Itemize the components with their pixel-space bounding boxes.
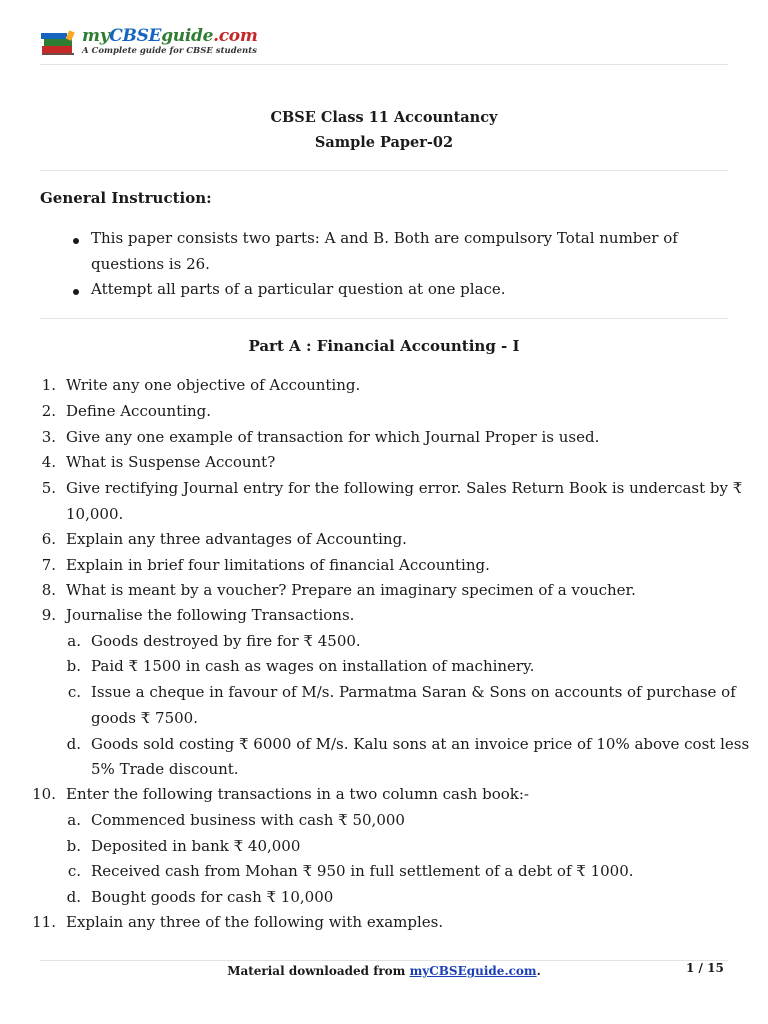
books-logo-icon — [40, 28, 78, 58]
footer-site-link[interactable]: myCBSEguide.com — [409, 964, 537, 978]
bullet-icon — [73, 238, 79, 244]
brand-logo-text: myCBSEguide.com — [82, 26, 258, 46]
paper-title: CBSE Class 11 Accountancy — [270, 109, 498, 126]
instructions-heading: General Instruction: — [40, 189, 212, 207]
document-page: myCBSEguide.com A Complete guide for CBSE students CBSE Class 11 Accountancy Sample Paper-02 General Instruction: This paper consists two parts: A and B. Both are compulsory Total number of questions is 26. Attempt all parts of a particular question at one place. Part A : Financial Accounting - I 1. Write any one objective of Accounting. 2. Define Accounting. 3. Give any one example of transaction for which Journal Proper is used. 4. What is Suspense Account? 5. Give rectifying Journal entry for the following error. Sales Return Book is undercast by ₹ 10,000. 6. Explain any three advantages of Accounting. 7. Explain in brief four limitations of financial Accounting. 8. What is meant by a voucher? Prepare an imaginary specimen of a voucher. 9. Journalise the following Transactions. a. Goods destroyed by fire for ₹ 4500. b. Paid ₹ 1500 in cash as wages on installation of machinery. c. Issue a cheque in favour of M/s. Parmatma Saran & Sons on accounts of purchase of goods ₹ 7500. d. Goods sold costing ₹ 6000 of M/s. Kalu sons at an invoice price of 10% above cost less 5% Trade discount. 10. Enter the following transactions in a two column cash book:- a. Commenced business with cash ₹ 50,000 b. Deposited in bank ₹ 40,000 c. Received cash from Mohan ₹ 950 in full settlement of a debt of ₹ 1000. d. Bought goods for cash ₹ 10,000 11. Explain any three of the following with examples. Material downloaded from myCBSEguide.com. 1 / 15 — [0, 0, 768, 1024]
paper-subtitle: Sample Paper-02 — [314, 134, 454, 151]
bullet-icon — [73, 289, 79, 295]
header-divider — [40, 64, 728, 65]
instructions-divider — [40, 318, 728, 319]
footer-divider — [40, 960, 728, 961]
site-header — [38, 26, 728, 64]
page-indicator: 1 / 15 — [686, 961, 724, 975]
footer-credit: Material downloaded from myCBSEguide.com. — [227, 964, 541, 978]
brand-tagline: A Complete guide for CBSE students — [82, 46, 257, 56]
part-a-heading: Part A : Financial Accounting - I — [248, 337, 520, 355]
title-divider — [40, 170, 728, 171]
